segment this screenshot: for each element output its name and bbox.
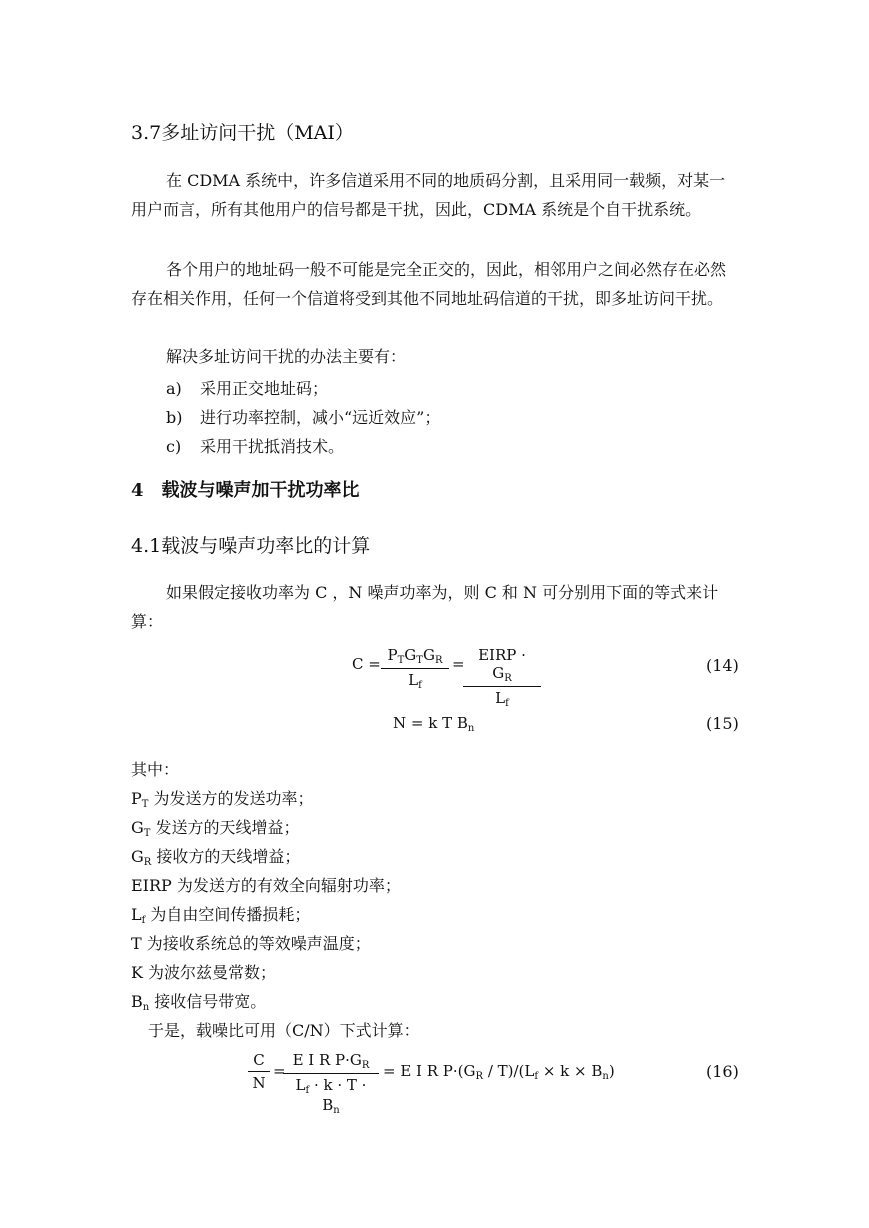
eq16-rhs: = E I R $P\cdot(G_R / T)/(L_f \times k \times B_n)$: [383, 1062, 615, 1082]
definition-subscript: T: [141, 799, 149, 810]
definition-text: 接收方的天线增益；: [151, 847, 301, 866]
definition-item: [131, 844, 300, 868]
eq16-den: $L_f \cdot k \cdot T \cdot B_n$: [295, 1076, 367, 1116]
eq14-fraction-1: [381, 646, 449, 691]
definition-subscript: R: [143, 857, 152, 868]
definition-symbol: EIRP: [131, 876, 172, 895]
definition-symbol: P: [131, 789, 142, 808]
definition-text: 为自由空间传播损耗；: [145, 905, 311, 924]
eq16-equals: =: [273, 1062, 286, 1080]
eq14-num2: EIRP · $G_R$: [478, 646, 526, 684]
definition-item: [131, 786, 314, 810]
definition-item: [131, 873, 401, 896]
definition-text: 接收信号带宽。: [149, 992, 267, 1011]
list-text: 采用正交地址码；: [200, 379, 329, 398]
eq14-equals: =: [452, 655, 465, 673]
definition-symbol: B: [131, 992, 143, 1011]
eq16-num: E I R $P\cdot G_R$: [292, 1051, 370, 1071]
definition-text: 为接收系统总的等效噪声温度；: [141, 934, 371, 953]
list-text: 采用干扰抵消技术。: [200, 437, 345, 456]
eq16-main-fraction: [283, 1051, 379, 1116]
list-marker: b): [166, 408, 183, 427]
definition-symbol: K: [131, 963, 143, 982]
paragraph-solutions-intro: 解决多址访问干扰的办法主要有：: [166, 347, 407, 366]
eq16-lhs-fraction: C N: [248, 1051, 270, 1092]
list-text: 进行功率控制，减小“远近效应”；: [200, 408, 441, 427]
section-number: 4: [131, 480, 144, 501]
eq14-den1: $L_f$: [408, 671, 422, 691]
definition-text: 为波尔兹曼常数；: [142, 963, 277, 982]
equation-number-16: (16): [706, 1062, 739, 1081]
definition-item: [131, 931, 371, 954]
definition-subscript: n: [142, 1002, 150, 1013]
section-heading-4: [131, 476, 360, 502]
equation-number-15: (15): [706, 714, 739, 733]
paragraph-cn-ratio-intro: 于是，载噪比可用（C/N）下式计算：: [148, 1021, 420, 1040]
definition-subscript: f: [141, 915, 146, 926]
eq14-den2: $L_f$: [495, 689, 509, 709]
definition-item: [131, 989, 266, 1013]
paragraph-address-codes: 各个用户的地址码一般不可能是完全正交的，因此，相邻用户之间必然存在必然存在相关作用，任何一个信道将受到其他不同地址码信道的干扰，即多址访问干扰。: [131, 260, 727, 308]
paragraph-cdma-interference: 在 CDMA 系统中，许多信道采用不同的地质码分割，且采用同一载频，对某一用户而言，所有其他用户的信号都是干扰，因此，CDMA 系统是个自干扰系统。: [131, 171, 726, 219]
definition-symbol: T: [131, 934, 142, 953]
equation-number-14: (14): [706, 656, 739, 675]
definition-text: 为发送方的有效全向辐射功率；: [171, 876, 401, 895]
list-marker: c): [166, 437, 182, 456]
definition-text: 为发送方的发送功率；: [148, 789, 314, 808]
eq14-num1: $P_TG_TG_R$: [387, 646, 443, 666]
eq14-fraction-2: [463, 646, 541, 709]
definition-symbol: L: [131, 905, 142, 924]
list-marker: a): [166, 379, 182, 398]
definition-subscript: T: [143, 828, 151, 839]
definition-item: [131, 815, 300, 839]
eq14-lhs: C =: [352, 655, 381, 673]
definition-text: 发送方的天线增益；: [150, 818, 300, 837]
definition-symbol: G: [131, 818, 144, 837]
section-heading-4-1: 4.1载波与噪声功率比的计算: [131, 535, 371, 557]
section-title: 载波与噪声加干扰功率比: [161, 480, 360, 501]
definition-item: [131, 902, 310, 926]
section-heading-3-7: 3.7多址访问干扰（MAI）: [131, 122, 354, 144]
definition-item: [131, 960, 276, 983]
eq15-body: N = k T $B_n$: [393, 714, 475, 734]
list-item: [166, 434, 344, 457]
list-item: [166, 405, 440, 428]
definition-symbol: G: [131, 847, 144, 866]
paragraph-power-assumption: 如果假定接收功率为 C ，N 噪声功率为，则 C 和 N 可分别用下面的等式来计算：: [131, 583, 719, 631]
list-item: [166, 376, 328, 399]
definitions-intro: 其中：: [131, 760, 180, 779]
